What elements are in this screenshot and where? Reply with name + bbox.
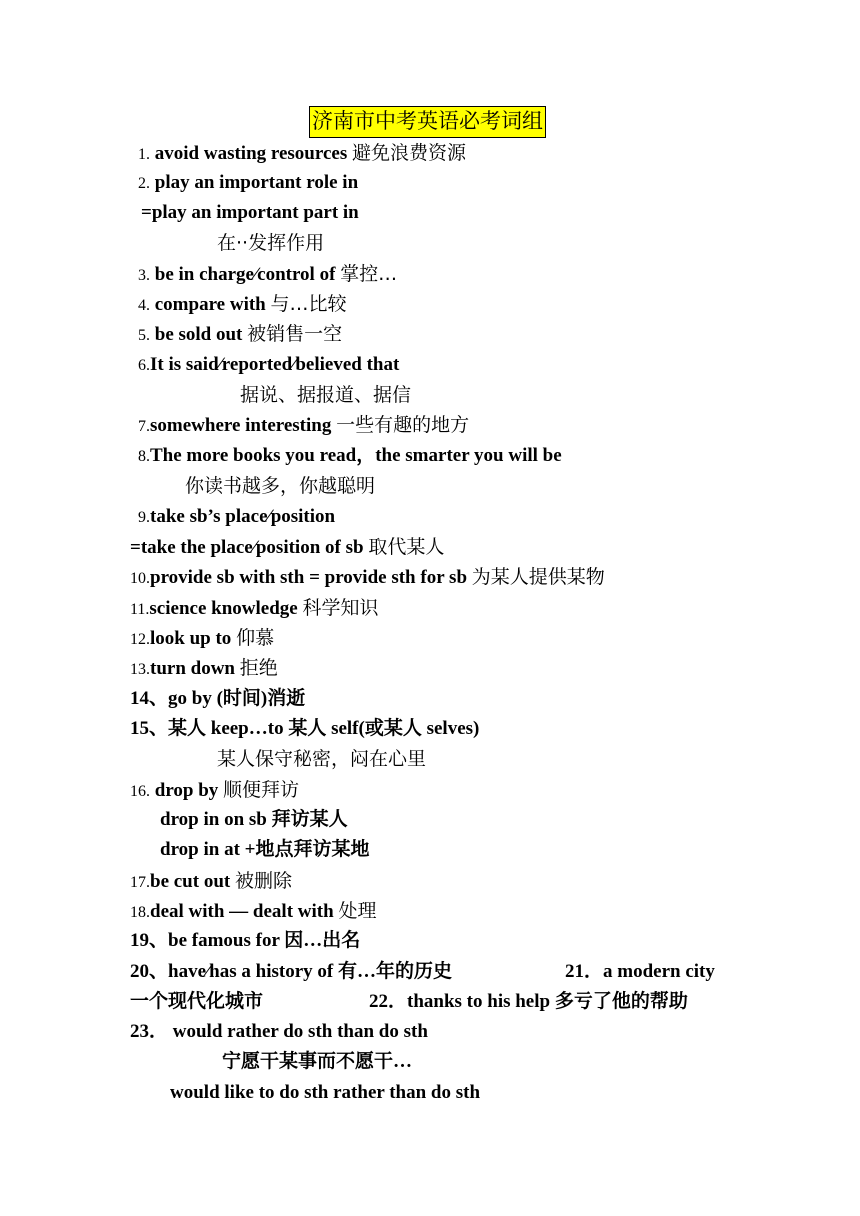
list-item (217, 231, 324, 256)
list-item (130, 596, 378, 622)
translation: 处理 (338, 900, 377, 922)
phrase: 19、be famous for 因…出名 (130, 930, 361, 951)
item-number: 9. (138, 509, 150, 526)
item-number: 13. (130, 661, 150, 678)
translation: 一些有趣的地方 (336, 414, 470, 436)
phrase: The more books you read，the smarter you will be (150, 445, 562, 466)
translation: 某人保守秘密，闷在心里 (217, 748, 427, 770)
phrase: play an important role in (150, 172, 359, 193)
phrase: drop in at +地点拜访某地 (160, 839, 370, 860)
phrase: turn down (150, 658, 240, 679)
item-number: 11. (130, 601, 150, 618)
phrase: 23． would rather do sth than do sth (130, 1021, 428, 1042)
list-item (217, 747, 426, 772)
list-item (130, 656, 278, 682)
list-item (130, 990, 263, 1014)
list-item (130, 929, 360, 953)
item-number: 2. (138, 175, 150, 192)
phrase: =play an important part in (141, 202, 359, 223)
list-item (138, 262, 397, 288)
phrase: avoid wasting resources (150, 143, 352, 164)
translation: 据说、据报道、据信 (240, 384, 412, 406)
item-number: 10. (130, 570, 150, 587)
item-number: 8. (138, 448, 150, 465)
translation: 为某人提供某物 (471, 566, 605, 588)
list-item (130, 565, 605, 591)
list-item (565, 960, 715, 984)
list-item (185, 474, 375, 499)
page-title: 济南市中考英语必考词组 (309, 106, 546, 138)
phrase: 一个现代化城市 (130, 991, 264, 1012)
phrase: 15、某人 keep…to 某人 self(或某人 selves) (130, 718, 480, 739)
translation: 被删除 (234, 870, 292, 892)
list-item (130, 687, 305, 711)
list-item (130, 869, 292, 895)
item-number: 6. (138, 357, 150, 374)
list-item (240, 383, 411, 408)
translation: 仰慕 (236, 627, 275, 649)
item-number: 5. (138, 327, 150, 344)
list-item (138, 171, 358, 196)
list-item (369, 990, 688, 1014)
list-item (130, 1020, 428, 1044)
phrase: drop in on sb 拜访某人 (160, 809, 348, 830)
phrase: compare with (150, 294, 271, 315)
list-item (160, 838, 369, 862)
list-item (138, 322, 342, 348)
list-item (130, 535, 444, 560)
list-item (138, 505, 335, 530)
translation: 与…比较 (270, 293, 347, 315)
phrase: drop by (150, 780, 224, 801)
list-item (141, 201, 359, 225)
phrase: look up to (150, 628, 237, 649)
translation: 在··发挥作用 (217, 232, 325, 254)
translation: 被销售一空 (247, 323, 343, 345)
translation: 避免浪费资源 (351, 142, 466, 164)
list-item (138, 353, 399, 378)
phrase: 20、have∕has a history of 有…年的历史 (130, 961, 452, 982)
list-item (130, 717, 479, 741)
list-item (170, 1081, 480, 1105)
phrase: somewhere interesting (150, 415, 337, 436)
phrase: 22．thanks to his help 多亏了他的帮助 (369, 991, 688, 1012)
translation: 掌控… (340, 263, 398, 285)
phrase: deal with — dealt with (150, 901, 339, 922)
phrase: 宁愿干某事而不愿干… (222, 1051, 413, 1072)
phrase: be cut out (150, 871, 235, 892)
translation: 顺便拜访 (223, 779, 300, 801)
list-item (138, 413, 469, 439)
list-item (138, 292, 347, 318)
phrase: 21．a modern city (565, 961, 715, 982)
list-item (130, 778, 299, 804)
phrase: take sb’s place∕position (150, 506, 336, 527)
phrase: provide sb with sth = provide sth for sb (150, 567, 472, 588)
translation: 你读书越多，你越聪明 (185, 475, 376, 497)
item-number: 1. (138, 146, 150, 163)
list-item (138, 141, 466, 167)
phrase: be in charge∕control of (150, 264, 341, 285)
phrase: =take the place∕position of sb (130, 537, 369, 558)
list-item (130, 899, 376, 925)
phrase: be sold out (150, 324, 248, 345)
item-number: 17. (130, 874, 150, 891)
phrase: science knowledge (149, 598, 303, 619)
list-item (130, 960, 452, 984)
list-item (130, 626, 274, 652)
item-number: 12. (130, 631, 150, 648)
list-item (160, 808, 348, 832)
item-number: 7. (138, 418, 150, 435)
translation: 取代某人 (368, 536, 445, 558)
phrase: It is said∕reported∕believed that (150, 354, 400, 375)
phrase: 14、go by (时间)消逝 (130, 688, 306, 709)
list-item (222, 1050, 412, 1074)
phrase: would like to do sth rather than do sth (170, 1082, 481, 1103)
translation: 科学知识 (302, 597, 379, 619)
item-number: 4. (138, 297, 150, 314)
item-number: 16. (130, 783, 150, 800)
item-number: 3. (138, 267, 150, 284)
item-number: 18. (130, 904, 150, 921)
translation: 拒绝 (239, 657, 278, 679)
list-item (138, 444, 562, 469)
